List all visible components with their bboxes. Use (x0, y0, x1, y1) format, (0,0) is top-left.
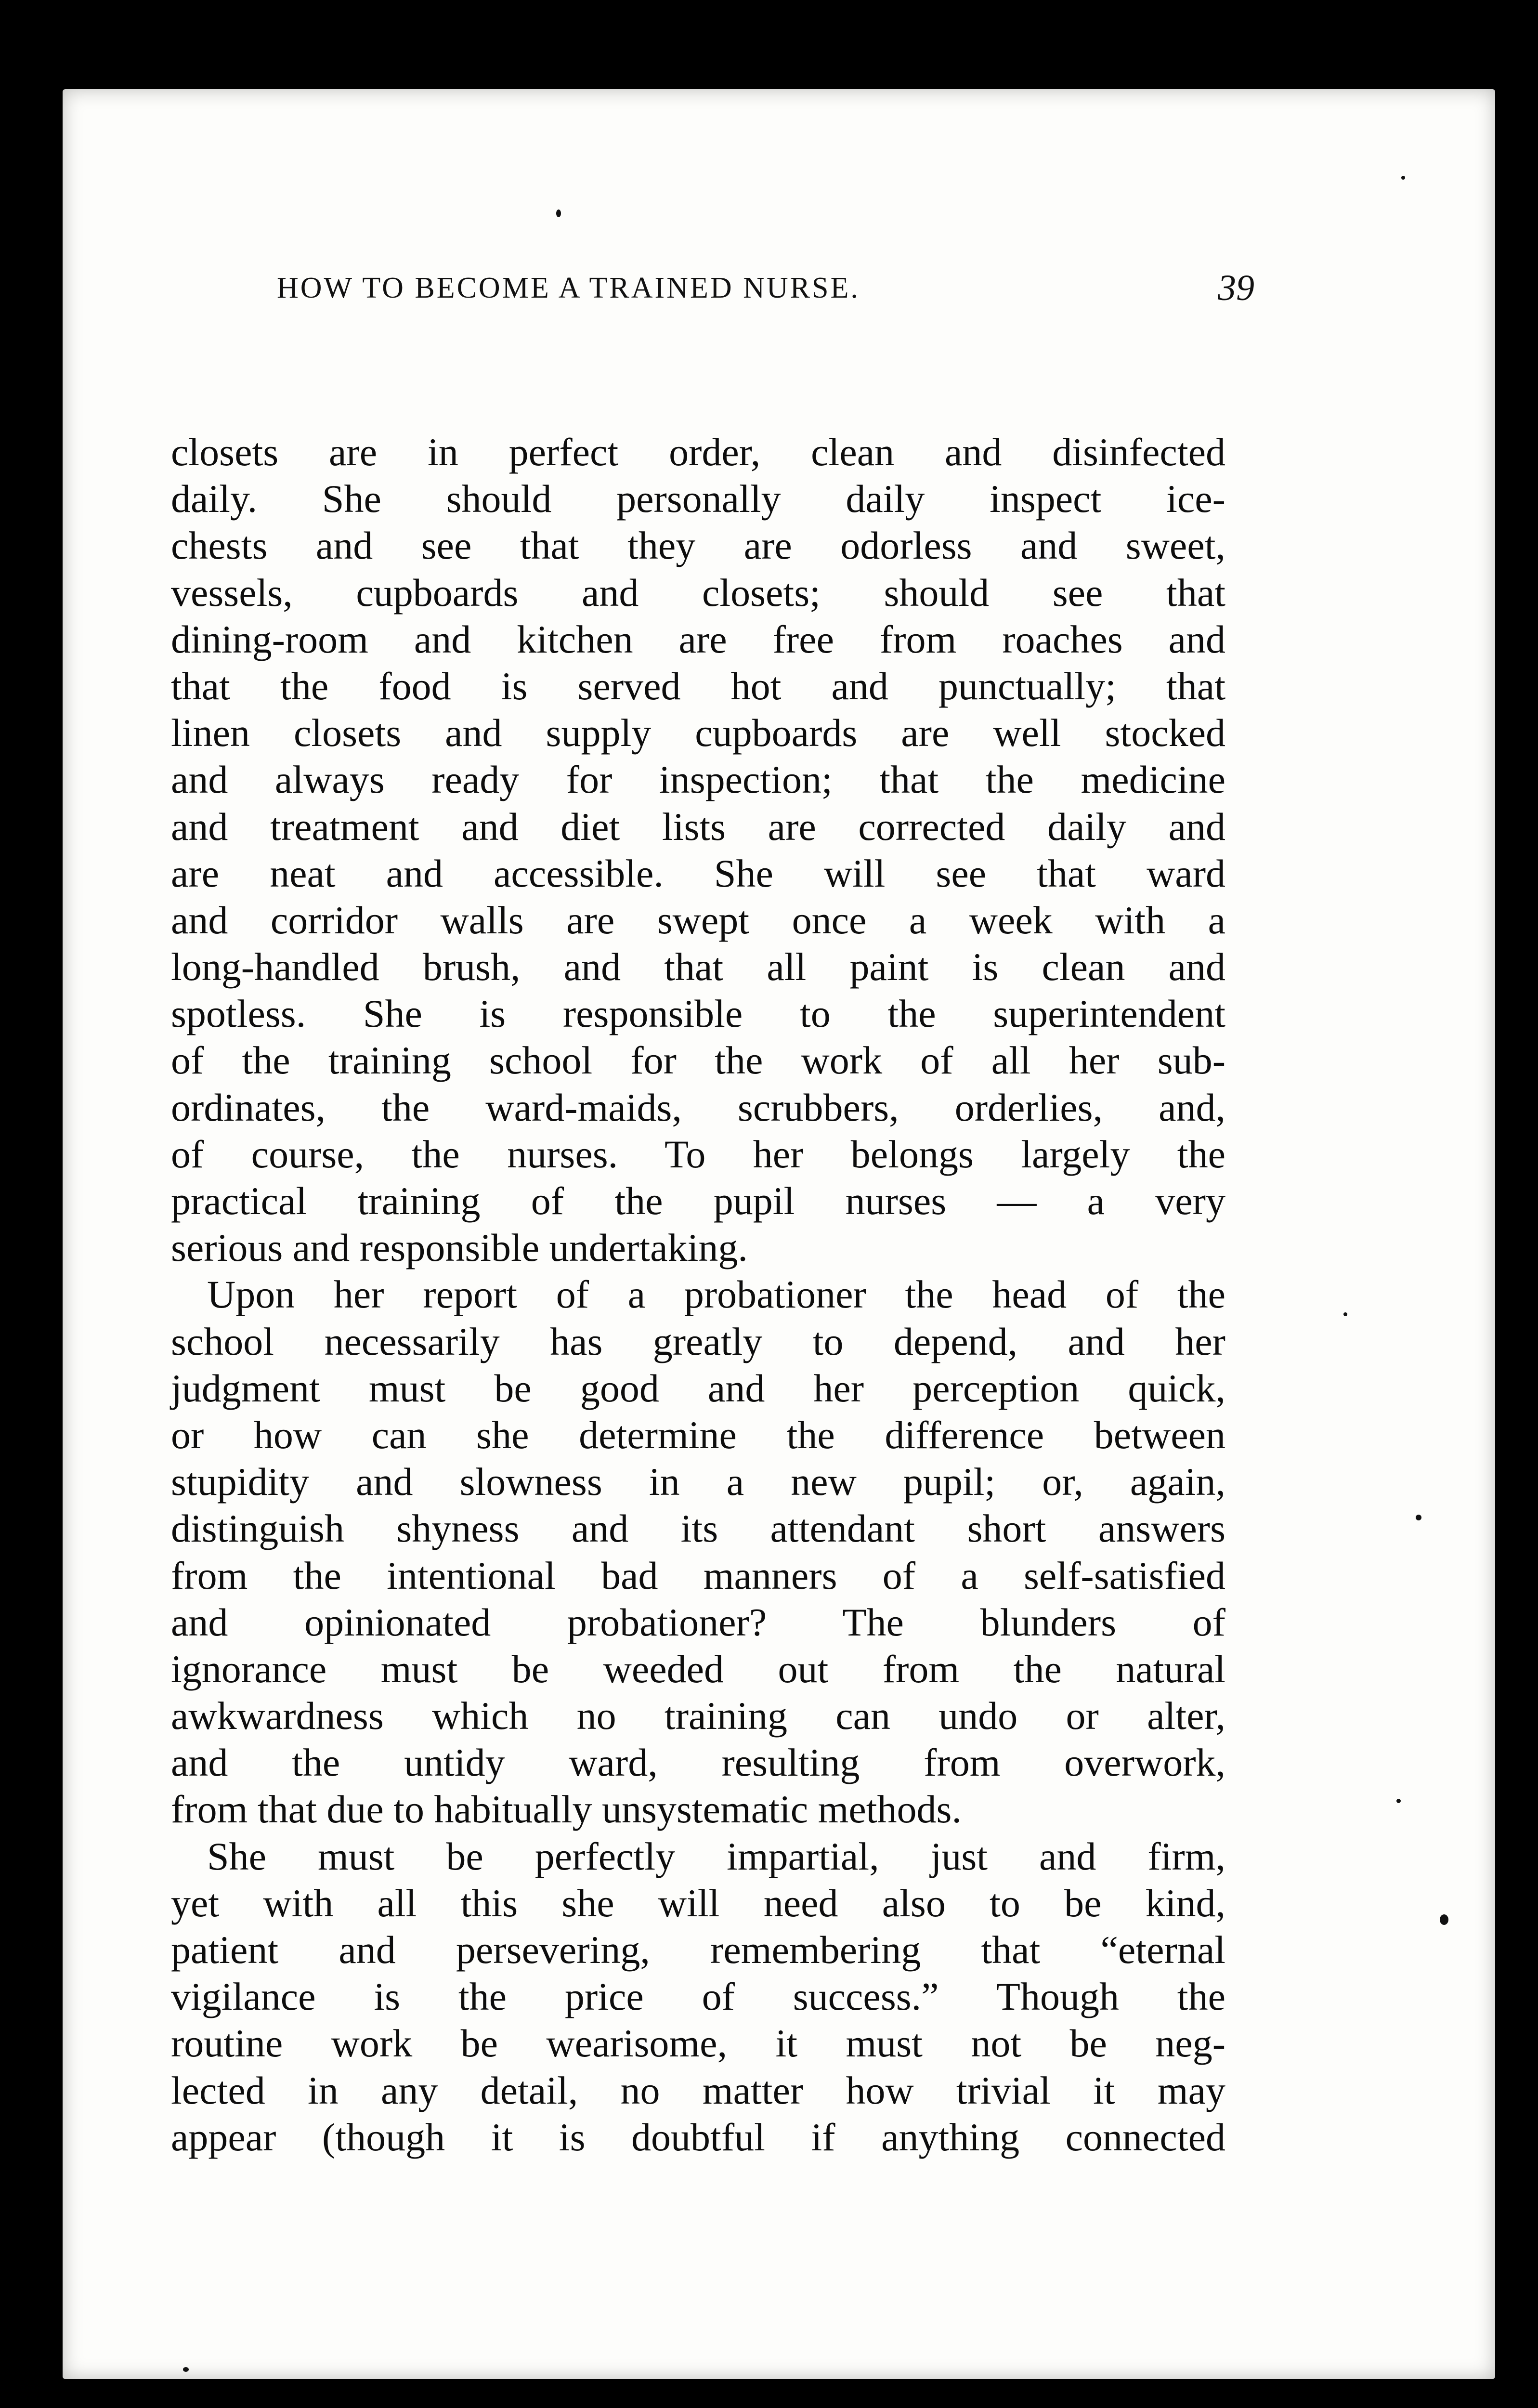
text-line: daily. She should personally daily inspect ice- (171, 477, 1225, 521)
running-title: HOW TO BECOME A TRAINED NURSE. (277, 272, 860, 304)
text-line: and treatment and diet lists are corrected daily and (171, 804, 1225, 849)
book-page (63, 89, 1495, 2379)
text-line: from the intentional bad manners of a self-satisfied (171, 1553, 1225, 1597)
text-line: closets are in perfect order, clean and disinfected (171, 430, 1225, 474)
scan-speck (556, 209, 561, 217)
text-line: or how can she determine the difference between (171, 1413, 1225, 1457)
text-line: from that due to habitually unsystematic methods. (171, 1787, 962, 1832)
text-line: ignorance must be weeded out from the natural (171, 1647, 1225, 1691)
scan-speck (1440, 1914, 1448, 1925)
text-line: serious and responsible undertaking. (171, 1226, 748, 1270)
text-line: that the food is served hot and punctually; that (171, 664, 1225, 708)
scan-speck (1416, 1515, 1421, 1520)
text-line: of course, the nurses. To her belongs largely the (171, 1132, 1225, 1176)
text-line: routine work be wearisome, it must not be neg- (171, 2021, 1225, 2066)
scan-speck (1396, 1799, 1401, 1803)
text-line: dining-room and kitchen are free from roaches and (171, 617, 1225, 661)
text-line: patient and persevering, remembering that “eternal (171, 1928, 1225, 1972)
text-line: vessels, cupboards and closets; should see that (171, 570, 1225, 615)
scan-speck (1401, 176, 1405, 180)
text-line: spotless. She is responsible to the superintendent (171, 992, 1225, 1036)
text-line: awkwardness which no training can undo or alter, (171, 1694, 1225, 1738)
body-text (171, 429, 1225, 2160)
text-line: lected in any detail, no matter how trivial it may (171, 2068, 1225, 2112)
text-line: vigilance is the price of success.” Though the (171, 1975, 1225, 2019)
text-line: appear (though it is doubtful if anything connected (171, 2115, 1225, 2159)
text-line: of the training school for the work of all her sub- (171, 1038, 1225, 1083)
scan-speck (1343, 1312, 1347, 1316)
text-line: Upon her report of a probationer the head of the (207, 1272, 1225, 1317)
text-line: stupidity and slowness in a new pupil; or, again, (171, 1460, 1225, 1504)
text-line: judgment must be good and her perception quick, (171, 1366, 1225, 1410)
text-line: chests and see that they are odorless and sweet, (171, 523, 1225, 568)
text-line: linen closets and supply cupboards are well stocked (171, 711, 1225, 755)
text-line: yet with all this she will need also to be kind, (171, 1881, 1225, 1925)
text-line: and opinionated probationer? The blunders of (171, 1600, 1225, 1644)
text-line: She must be perfectly impartial, just and firm, (207, 1834, 1225, 1878)
text-line: school necessarily has greatly to depend, and her (171, 1319, 1225, 1363)
text-line: and the untidy ward, resulting from overwork, (171, 1741, 1225, 1785)
text-line: are neat and accessible. She will see that ward (171, 851, 1225, 895)
text-line: long-handled brush, and that all paint is clean and (171, 945, 1225, 989)
text-line: distinguish shyness and its attendant short answers (171, 1506, 1225, 1551)
running-head (277, 268, 1254, 324)
text-line: and always ready for inspection; that the medicine (171, 758, 1225, 802)
text-line: practical training of the pupil nurses — a very (171, 1179, 1225, 1223)
text-line: ordinates, the ward-maids, scrubbers, orderlies, and, (171, 1085, 1225, 1129)
text-line: and corridor walls are swept once a week with a (171, 898, 1225, 942)
page-number: 39 (1218, 268, 1254, 308)
scan-speck (183, 2367, 189, 2372)
